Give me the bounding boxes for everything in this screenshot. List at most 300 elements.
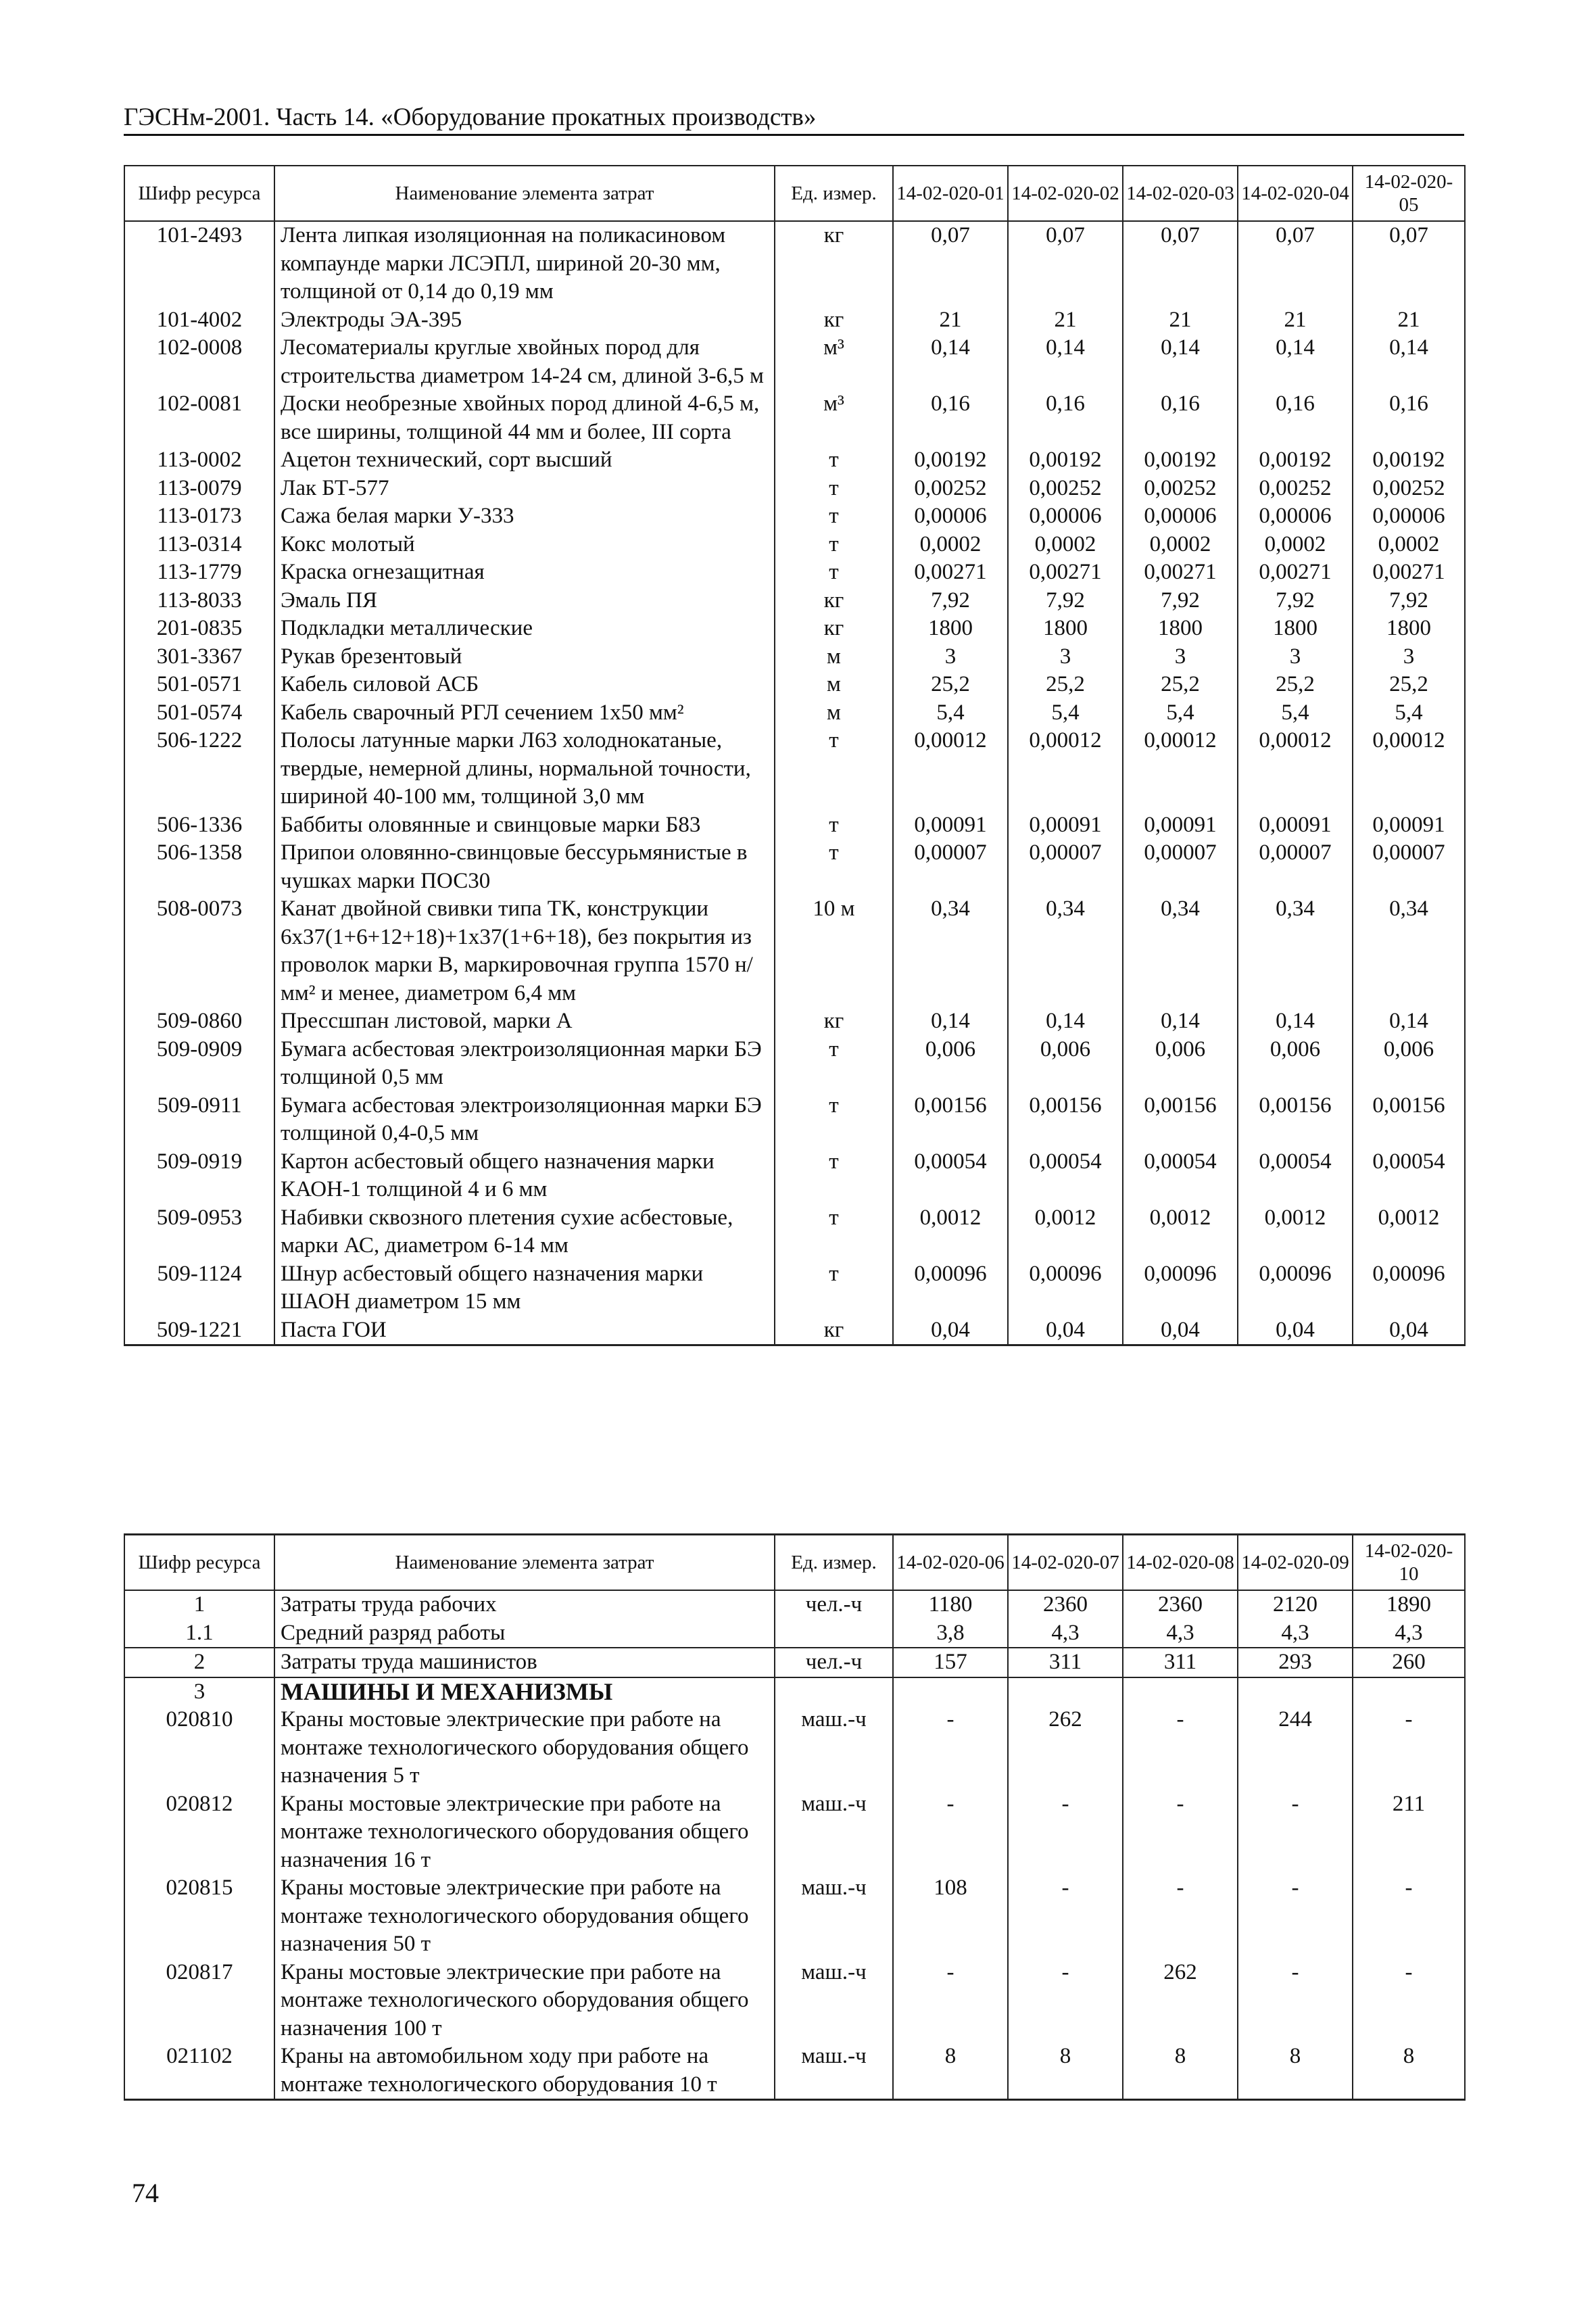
norm-value: 8 — [1123, 2043, 1238, 2100]
table-row — [124, 671, 1465, 699]
norm-value: 0,00271 — [1353, 558, 1465, 587]
norm-value: 293 — [1238, 1648, 1353, 1677]
table-row — [124, 390, 1465, 446]
resource-unit: чел.-ч — [775, 1590, 893, 1619]
norm-value: - — [1123, 1874, 1238, 1959]
table-row — [124, 2043, 1465, 2100]
resource-name: Набивки сквозного плетения сухие асбестовые, марки АС, диаметром 6-14 мм — [274, 1204, 775, 1260]
resource-code: 101-4002 — [124, 306, 274, 335]
table-row — [124, 306, 1465, 335]
norm-value: 0,14 — [1008, 334, 1123, 390]
norm-value: - — [1353, 1874, 1465, 1959]
norm-value: 2360 — [1008, 1590, 1123, 1619]
resource-name: Шнур асбестовый общего назначения марки ШАОН диаметром 15 мм — [274, 1260, 775, 1316]
resource-code: 2 — [124, 1648, 274, 1677]
norm-value: 0,34 — [1123, 895, 1238, 1007]
resource-name: Краны мостовые электрические при работе на монтаже технологического оборудования общего назначения 100 т — [274, 1959, 775, 2043]
norm-value: 0,00192 — [1008, 446, 1123, 475]
resource-unit: т — [775, 446, 893, 475]
table-row — [124, 531, 1465, 559]
norm-value: - — [893, 1959, 1008, 2043]
norm-value: 1800 — [1353, 615, 1465, 643]
norm-value: 0,00156 — [1238, 1092, 1353, 1148]
resource-code: 113-0314 — [124, 531, 274, 559]
norm-value: 0,00252 — [1353, 475, 1465, 503]
norm-value: 2120 — [1238, 1590, 1353, 1619]
resource-unit: т — [775, 531, 893, 559]
norm-value: 0,00012 — [1353, 727, 1465, 811]
resource-code: 1 — [124, 1590, 274, 1619]
norm-value: 0,00096 — [1238, 1260, 1353, 1316]
resource-code: 021102 — [124, 2043, 274, 2100]
column-header-norm: 14-02-020-06 — [893, 1535, 1008, 1591]
table-row — [124, 839, 1465, 895]
resource-name: Затраты труда рабочих — [274, 1590, 775, 1619]
norm-value: 0,006 — [1353, 1036, 1465, 1092]
table-row — [124, 587, 1465, 615]
norm-value: 311 — [1008, 1648, 1123, 1677]
resource-code: 3 — [124, 1677, 274, 1707]
resource-code: 506-1336 — [124, 811, 274, 840]
column-header-norm: 14-02-020-09 — [1238, 1535, 1353, 1591]
norm-value: - — [1008, 1959, 1123, 2043]
norm-value: 0,14 — [1123, 334, 1238, 390]
norm-value: - — [1353, 1706, 1465, 1790]
table-row — [124, 1316, 1465, 1345]
resource-code: 113-1779 — [124, 558, 274, 587]
norm-value: 0,16 — [1008, 390, 1123, 446]
table-row — [124, 643, 1465, 671]
table-row — [124, 446, 1465, 475]
norm-value: 0,14 — [1238, 1007, 1353, 1036]
resource-name: Краны мостовые электрические при работе на монтаже технологического оборудования общего назначения 50 т — [274, 1874, 775, 1959]
norm-value: 2360 — [1123, 1590, 1238, 1619]
norm-value: 0,00192 — [1123, 446, 1238, 475]
resource-unit — [775, 1619, 893, 1648]
table-row — [124, 334, 1465, 390]
norm-value: 0,07 — [1123, 221, 1238, 306]
norm-value: 0,0012 — [1353, 1204, 1465, 1260]
resource-name: Краны мостовые электрические при работе на монтаже технологического оборудования общего назначения 16 т — [274, 1790, 775, 1875]
resource-unit: м — [775, 699, 893, 727]
table-row — [124, 1790, 1465, 1875]
column-header-norm: 14-02-020-02 — [1008, 166, 1123, 221]
column-header-unit: Ед. измер. — [775, 166, 893, 221]
norm-value: 0,00252 — [1123, 475, 1238, 503]
resource-name: Краны мостовые электрические при работе на монтаже технологического оборудования общего назначения 5 т — [274, 1706, 775, 1790]
norm-value: 0,34 — [1008, 895, 1123, 1007]
norm-value: 0,07 — [1008, 221, 1123, 306]
table-row — [124, 1648, 1465, 1677]
norm-value: 0,00012 — [1238, 727, 1353, 811]
norm-value: 0,34 — [893, 895, 1008, 1007]
resource-code: 1.1 — [124, 1619, 274, 1648]
resource-code: 509-1124 — [124, 1260, 274, 1316]
norm-value: 3 — [1123, 643, 1238, 671]
column-header-norm: 14-02-020-08 — [1123, 1535, 1238, 1591]
resource-code: 113-0002 — [124, 446, 274, 475]
norm-value: - — [893, 1706, 1008, 1790]
resource-unit: т — [775, 1092, 893, 1148]
norm-value: 0,00271 — [1123, 558, 1238, 587]
norm-value: 21 — [1353, 306, 1465, 335]
norm-value: 0,006 — [1238, 1036, 1353, 1092]
resource-unit: маш.-ч — [775, 1790, 893, 1875]
norm-value: 0,00091 — [1353, 811, 1465, 840]
norm-value: 0,00271 — [1008, 558, 1123, 587]
resource-code: 509-0860 — [124, 1007, 274, 1036]
norm-value: 0,00091 — [1123, 811, 1238, 840]
norm-value: - — [893, 1790, 1008, 1875]
resource-name: Лак БТ-577 — [274, 475, 775, 503]
column-header-name: Наименование элемента затрат — [274, 166, 775, 221]
norm-value — [1353, 1677, 1465, 1707]
resource-unit: чел.-ч — [775, 1648, 893, 1677]
norm-value: 0,0012 — [1238, 1204, 1353, 1260]
norm-value: 0,04 — [1008, 1316, 1123, 1345]
table-row — [124, 558, 1465, 587]
resource-unit: м — [775, 671, 893, 699]
norm-value: 0,00252 — [1008, 475, 1123, 503]
norm-value: 8 — [1238, 2043, 1353, 2100]
norm-value: 0,00006 — [1123, 502, 1238, 531]
norm-value: 0,00096 — [1008, 1260, 1123, 1316]
norm-value: 0,00054 — [1238, 1148, 1353, 1204]
norm-value: 0,14 — [1353, 334, 1465, 390]
norm-value: 0,34 — [1353, 895, 1465, 1007]
norm-value: 108 — [893, 1874, 1008, 1959]
norm-value: - — [1123, 1706, 1238, 1790]
norm-value: 1800 — [893, 615, 1008, 643]
resource-name: Полосы латунные марки Л63 холоднокатаные, твердые, немерной длины, нормальной точности, шириной 40-100 мм, толщиной 3,0 мм — [274, 727, 775, 811]
resource-code: 102-0081 — [124, 390, 274, 446]
resource-unit: кг — [775, 615, 893, 643]
norm-value: 0,14 — [1123, 1007, 1238, 1036]
column-header-code: Шифр ресурса — [124, 166, 274, 221]
norm-value: 0,00252 — [893, 475, 1008, 503]
resource-unit: т — [775, 1148, 893, 1204]
norm-value: 5,4 — [1123, 699, 1238, 727]
norm-value: 0,0012 — [1008, 1204, 1123, 1260]
norm-value: 0,00054 — [1008, 1148, 1123, 1204]
norm-value: 262 — [1123, 1959, 1238, 2043]
resource-unit: кг — [775, 587, 893, 615]
resource-code: 102-0008 — [124, 334, 274, 390]
norm-value: 0,14 — [893, 1007, 1008, 1036]
norm-value: 0,14 — [1353, 1007, 1465, 1036]
norm-value: 25,2 — [893, 671, 1008, 699]
resource-code: 301-3367 — [124, 643, 274, 671]
column-header-norm: 14-02-020-03 — [1123, 166, 1238, 221]
resource-unit: т — [775, 727, 893, 811]
resource-code: 506-1222 — [124, 727, 274, 811]
resource-name: Лента липкая изоляционная на поликасиновом компаунде марки ЛСЭПЛ, шириной 20-30 мм, толщиной от 0,14 до 0,19 мм — [274, 221, 775, 306]
resource-code: 501-0574 — [124, 699, 274, 727]
norm-value: 5,4 — [1353, 699, 1465, 727]
table-row — [124, 1036, 1465, 1092]
norm-value: 0,00271 — [893, 558, 1008, 587]
column-header-name: Наименование элемента затрат — [274, 1535, 775, 1591]
resource-unit: 10 м — [775, 895, 893, 1007]
norm-value: 1800 — [1238, 615, 1353, 643]
resource-unit: т — [775, 1204, 893, 1260]
resource-unit: т — [775, 811, 893, 840]
norm-value: 5,4 — [1008, 699, 1123, 727]
norm-value: 0,00252 — [1238, 475, 1353, 503]
norm-value: 211 — [1353, 1790, 1465, 1875]
norm-value: 260 — [1353, 1648, 1465, 1677]
resource-name: Кабель сварочный РГЛ сечением 1х50 мм² — [274, 699, 775, 727]
norm-value: 0,00007 — [1008, 839, 1123, 895]
norm-value: 0,14 — [893, 334, 1008, 390]
resource-unit: маш.-ч — [775, 2043, 893, 2100]
resource-name: Бумага асбестовая электроизоляционная марки БЭ толщиной 0,5 мм — [274, 1036, 775, 1092]
table-row — [124, 1874, 1465, 1959]
table-row — [124, 727, 1465, 811]
norm-value: 0,00012 — [1008, 727, 1123, 811]
norm-value: 1800 — [1123, 615, 1238, 643]
resource-code: 020817 — [124, 1959, 274, 2043]
resource-code: 201-0835 — [124, 615, 274, 643]
table-header-row — [124, 1535, 1465, 1591]
resource-unit: м³ — [775, 390, 893, 446]
norm-value: 0,00006 — [1238, 502, 1353, 531]
norm-value: - — [1238, 1959, 1353, 2043]
norm-value: 1890 — [1353, 1590, 1465, 1619]
resource-code: 113-8033 — [124, 587, 274, 615]
norm-value: 3 — [1238, 643, 1353, 671]
norm-value: 0,14 — [1008, 1007, 1123, 1036]
norm-value: 0,0012 — [893, 1204, 1008, 1260]
norm-value: 0,00156 — [1008, 1092, 1123, 1148]
norm-value: 0,00006 — [1353, 502, 1465, 531]
norm-value: 21 — [1123, 306, 1238, 335]
norm-value: 0,00006 — [1008, 502, 1123, 531]
resource-name: Прессшпан листовой, марки А — [274, 1007, 775, 1036]
resource-code: 501-0571 — [124, 671, 274, 699]
norm-value: 0,00096 — [893, 1260, 1008, 1316]
norm-value: 0,07 — [1353, 221, 1465, 306]
norm-value: - — [1353, 1959, 1465, 2043]
norm-value: - — [1238, 1790, 1353, 1875]
table-row — [124, 1677, 1465, 1707]
norm-value: 3 — [1008, 643, 1123, 671]
norm-value: - — [1238, 1874, 1353, 1959]
norm-value: - — [1008, 1790, 1123, 1875]
norm-value: 8 — [1353, 2043, 1465, 2100]
norm-value: 0,00096 — [1123, 1260, 1238, 1316]
resource-code: 113-0079 — [124, 475, 274, 503]
norm-value: 25,2 — [1123, 671, 1238, 699]
page-header: ГЭСНм-2001. Часть 14. «Оборудование прокатных производств» — [124, 101, 1464, 136]
norm-value: 0,0002 — [1123, 531, 1238, 559]
norm-value: 3 — [893, 643, 1008, 671]
resource-unit: кг — [775, 1007, 893, 1036]
table-row — [124, 475, 1465, 503]
norm-value: 0,00007 — [1123, 839, 1238, 895]
norm-value: 4,3 — [1353, 1619, 1465, 1648]
resource-name: Кабель силовой АСБ — [274, 671, 775, 699]
norm-value: 4,3 — [1008, 1619, 1123, 1648]
resource-code: 509-0919 — [124, 1148, 274, 1204]
norm-value: 5,4 — [893, 699, 1008, 727]
resource-name: Рукав брезентовый — [274, 643, 775, 671]
norm-value: 8 — [1008, 2043, 1123, 2100]
resource-unit: кг — [775, 1316, 893, 1345]
norm-value: 7,92 — [1123, 587, 1238, 615]
table-row — [124, 615, 1465, 643]
norm-value: 0,00091 — [1008, 811, 1123, 840]
column-header-norm: 14-02-020-07 — [1008, 1535, 1123, 1591]
resource-code: 506-1358 — [124, 839, 274, 895]
resource-code: 113-0173 — [124, 502, 274, 531]
norm-value: 0,00156 — [1353, 1092, 1465, 1148]
resource-code: 509-0911 — [124, 1092, 274, 1148]
norm-value: 0,0002 — [1008, 531, 1123, 559]
resource-unit: т — [775, 839, 893, 895]
norm-value: 0,0002 — [893, 531, 1008, 559]
resource-name: Краска огнезащитная — [274, 558, 775, 587]
norm-value: 0,00156 — [1123, 1092, 1238, 1148]
table-row — [124, 699, 1465, 727]
table-row — [124, 1148, 1465, 1204]
norm-value: 0,00054 — [1123, 1148, 1238, 1204]
norm-value: 0,006 — [1123, 1036, 1238, 1092]
column-header-code: Шифр ресурса — [124, 1535, 274, 1591]
norm-value: 0,00091 — [1238, 811, 1353, 840]
resource-name: Канат двойной свивки типа ТК, конструкции 6х37(1+6+12+18)+1х37(1+6+18), без покрытия из проволок марки В, маркировочная группа 1570 н/мм² и менее, диаметром 6,4 мм — [274, 895, 775, 1007]
norm-value — [1008, 1677, 1123, 1707]
resource-code: 020810 — [124, 1706, 274, 1790]
norm-value: 0,00054 — [893, 1148, 1008, 1204]
page-number: 74 — [132, 2178, 159, 2208]
norm-value: 1180 — [893, 1590, 1008, 1619]
column-header-unit: Ед. измер. — [775, 1535, 893, 1591]
norm-value: 0,00012 — [1123, 727, 1238, 811]
table-row — [124, 1092, 1465, 1148]
norm-value: 157 — [893, 1648, 1008, 1677]
resource-name: Кокс молотый — [274, 531, 775, 559]
resource-code: 020812 — [124, 1790, 274, 1875]
norm-value: 1800 — [1008, 615, 1123, 643]
resource-unit: т — [775, 475, 893, 503]
resource-table-labor-machines — [124, 1533, 1466, 2101]
norm-value: 0,07 — [893, 221, 1008, 306]
norm-value: 21 — [1238, 306, 1353, 335]
norm-value: 0,0002 — [1238, 531, 1353, 559]
norm-value: 0,04 — [1238, 1316, 1353, 1345]
resource-unit: т — [775, 558, 893, 587]
resource-name: Ацетон технический, сорт высший — [274, 446, 775, 475]
resource-name: Бумага асбестовая электроизоляционная марки БЭ толщиной 0,4-0,5 мм — [274, 1092, 775, 1148]
resource-name: Затраты труда машинистов — [274, 1648, 775, 1677]
norm-value: 21 — [1008, 306, 1123, 335]
norm-value: 0,00156 — [893, 1092, 1008, 1148]
table-row — [124, 221, 1465, 306]
norm-value: 0,16 — [1353, 390, 1465, 446]
norm-value: 0,00006 — [893, 502, 1008, 531]
norm-value: 0,00007 — [1238, 839, 1353, 895]
norm-value: 0,00096 — [1353, 1260, 1465, 1316]
resource-code: 509-1221 — [124, 1316, 274, 1345]
resource-table-materials — [124, 165, 1466, 1346]
norm-value: 0,34 — [1238, 895, 1353, 1007]
norm-value: 4,3 — [1123, 1619, 1238, 1648]
norm-value: 244 — [1238, 1706, 1353, 1790]
resource-unit: маш.-ч — [775, 1874, 893, 1959]
norm-value: 25,2 — [1238, 671, 1353, 699]
norm-value: 25,2 — [1353, 671, 1465, 699]
resource-unit: м — [775, 643, 893, 671]
norm-value: 0,04 — [893, 1316, 1008, 1345]
table-row — [124, 502, 1465, 531]
norm-value: 4,3 — [1238, 1619, 1353, 1648]
resource-unit: маш.-ч — [775, 1959, 893, 2043]
resource-code: 508-0073 — [124, 895, 274, 1007]
norm-value: 0,00192 — [1353, 446, 1465, 475]
table-row — [124, 1260, 1465, 1316]
norm-value: 3 — [1353, 643, 1465, 671]
resource-name: Средний разряд работы — [274, 1619, 775, 1648]
column-header-norm: 14-02-020-04 — [1238, 166, 1353, 221]
table-row — [124, 1959, 1465, 2043]
norm-value: 25,2 — [1008, 671, 1123, 699]
resource-unit: т — [775, 502, 893, 531]
resource-code: 101-2493 — [124, 221, 274, 306]
norm-value: - — [1008, 1874, 1123, 1959]
table-row — [124, 1007, 1465, 1036]
norm-value: 262 — [1008, 1706, 1123, 1790]
norm-value: 0,14 — [1238, 334, 1353, 390]
norm-value: 0,16 — [1238, 390, 1353, 446]
norm-value: 7,92 — [1353, 587, 1465, 615]
resource-name: МАШИНЫ И МЕХАНИЗМЫ — [274, 1677, 775, 1707]
norm-value: 21 — [893, 306, 1008, 335]
table-header-row — [124, 166, 1465, 221]
norm-value: 0,00007 — [1353, 839, 1465, 895]
norm-value: 0,0012 — [1123, 1204, 1238, 1260]
table-row — [124, 1706, 1465, 1790]
norm-value: 0,00054 — [1353, 1148, 1465, 1204]
norm-value: 0,00007 — [893, 839, 1008, 895]
norm-value: 0,16 — [893, 390, 1008, 446]
norm-value: 0,00091 — [893, 811, 1008, 840]
norm-value: 311 — [1123, 1648, 1238, 1677]
table-row — [124, 1619, 1465, 1648]
norm-value — [1238, 1677, 1353, 1707]
resource-name: Эмаль ПЯ — [274, 587, 775, 615]
norm-value: 3,8 — [893, 1619, 1008, 1648]
column-header-norm: 14-02-020-10 — [1353, 1535, 1465, 1591]
norm-value — [1123, 1677, 1238, 1707]
resource-unit: т — [775, 1260, 893, 1316]
resource-code: 509-0953 — [124, 1204, 274, 1260]
column-header-norm: 14-02-020-01 — [893, 166, 1008, 221]
norm-value: 0,00271 — [1238, 558, 1353, 587]
norm-value: 8 — [893, 2043, 1008, 2100]
resource-name: Лесоматериалы круглые хвойных пород для строительства диаметром 14-24 см, длиной 3-6,5 м — [274, 334, 775, 390]
resource-unit: т — [775, 1036, 893, 1092]
norm-value: 0,16 — [1123, 390, 1238, 446]
resource-name: Подкладки металлические — [274, 615, 775, 643]
resource-code: 509-0909 — [124, 1036, 274, 1092]
table-row — [124, 1204, 1465, 1260]
resource-unit — [775, 1677, 893, 1707]
resource-name: Краны на автомобильном ходу при работе на монтаже технологического оборудования 10 т — [274, 2043, 775, 2100]
resource-name: Паста ГОИ — [274, 1316, 775, 1345]
resource-name: Доски необрезные хвойных пород длиной 4-6,5 м, все ширины, толщиной 44 мм и более, III сорта — [274, 390, 775, 446]
resource-name: Электроды ЭА-395 — [274, 306, 775, 335]
